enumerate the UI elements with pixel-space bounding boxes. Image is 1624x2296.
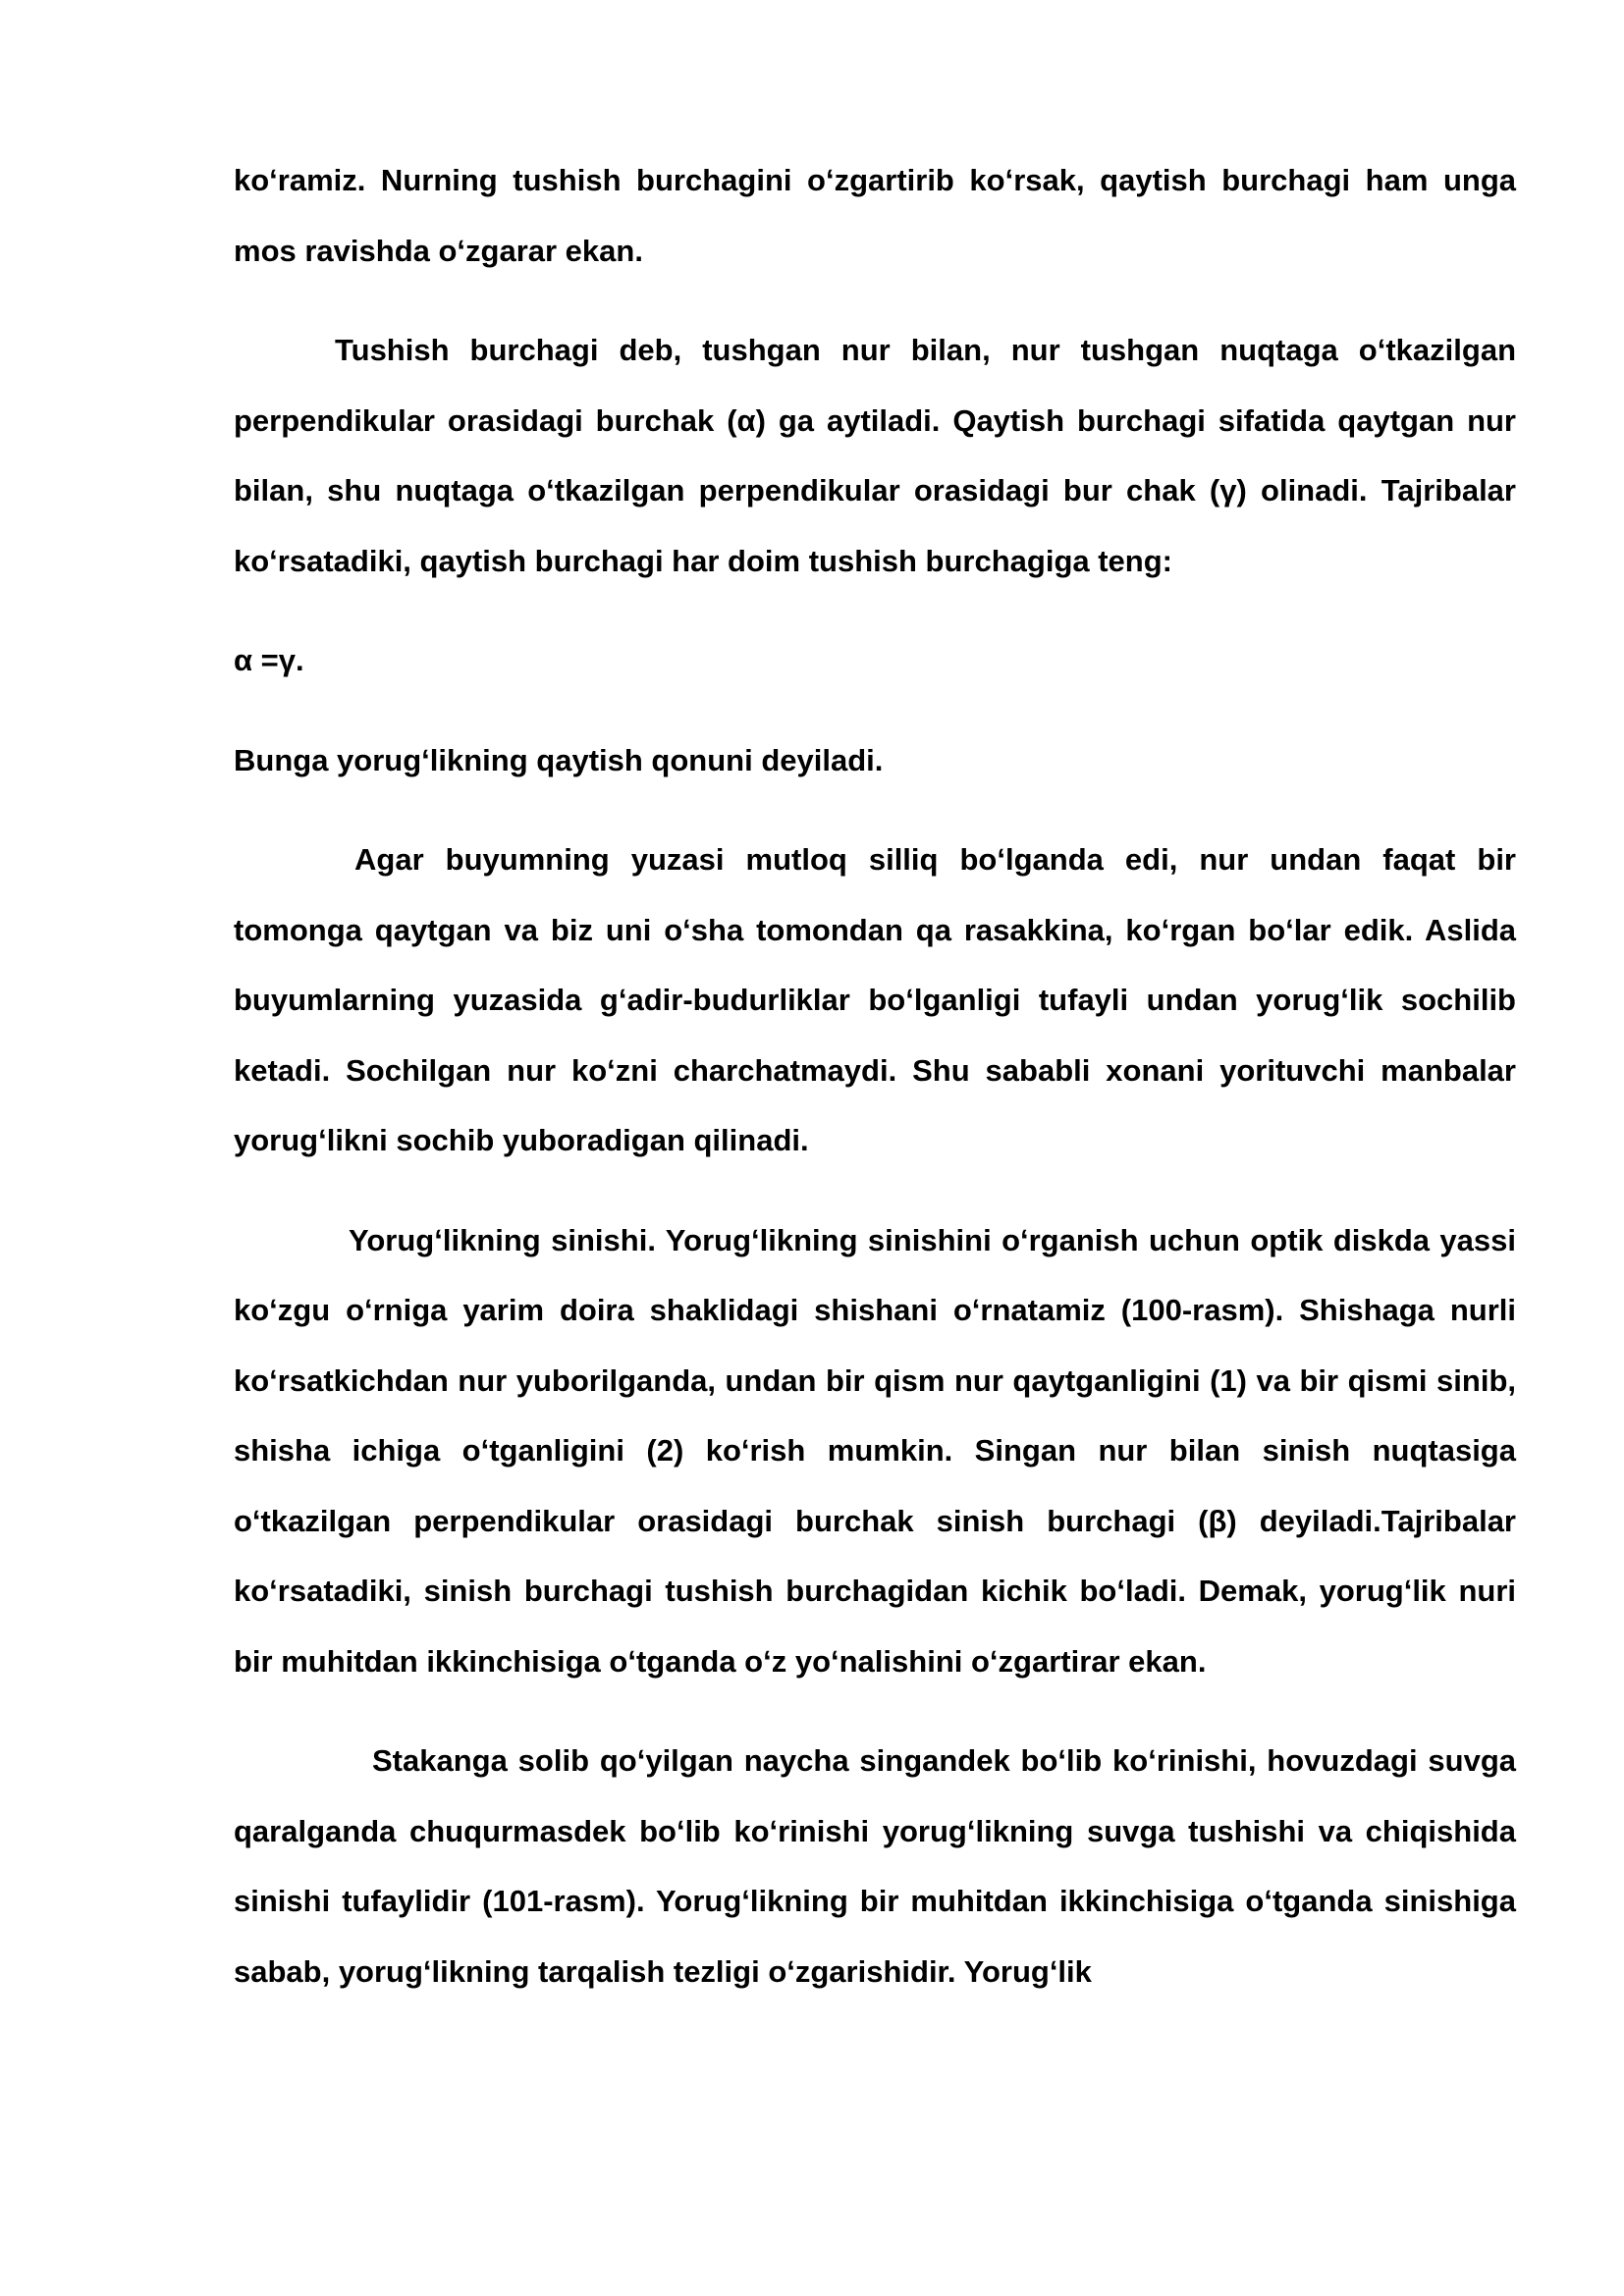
formula-reflection-law: α =γ. xyxy=(234,643,304,677)
paragraph-incidence-angle-definition: Tushish burchagi deb, tushgan nur bilan, nur tushgan nuqtaga oʻtkazilgan perpendikular orasidagi burchak (α) ga aytiladi. Qaytish burchagi sifatida qaytgan nur bilan, shu nuqtaga oʻtkazilgan perpendikular orasidagi bur chak (γ) olinadi. Tajribalar koʻrsatadiki, qaytish burchagi har doim tushish burchagiga teng: xyxy=(234,333,1516,578)
paragraph-refraction-examples: Stakanga solib qoʻyilgan naycha singandek boʻlib koʻrinishi, hovuzdagi suvga qaralganda chuqurmasdek boʻlib koʻrinishi yorugʻlikning suvga tushishi va chiqishida sinishi tufaylidir (101-rasm). Yorugʻlikning bir muhitdan ikkinchisiga oʻtganda sinishiga sabab, yorugʻlikning tarqalish tezligi oʻzgarishidir. Yorugʻlik xyxy=(234,1743,1516,1989)
paragraph-reflection-law: Bunga yorugʻlikning qaytish qonuni deyiladi. xyxy=(234,742,884,777)
paragraph-refraction: Yorugʻlikning sinishi. Yorugʻlikning sinishini oʻrganish uchun optik diskda yassi koʻzgu oʻrniga yarim doira shaklidagi shishani oʻrnatamiz (100-rasm). Shishaga nurli koʻrsatkichdan nur yuborilganda, undan bir qism nur qaytganligini (1) va bir qismi sinib, shisha ichiga oʻtganligini (2) koʻrish mumkin. Singan nur bilan sinish nuqtasiga oʻtkazilgan perpendikular orasidagi burchak sinish burchagi (β) deyiladi.Tajribalar koʻrsatadiki, sinish burchagi tushish burchagidan kichik boʻladi. Demak, yorugʻlik nuri bir muhitdan ikkinchisiga oʻtganda oʻz yoʻnalishini oʻzgartirar ekan. xyxy=(234,1222,1516,1679)
paragraph-diffuse-reflection: Agar buyumning yuzasi mutloq silliq boʻlganda edi, nur undan faqat bir tomonga qaytgan va biz uni oʻsha tomondan qa rasakkina, koʻrgan boʻlar edik. Aslida buyumlarning yuzasida gʻadir-budurliklar boʻlganligi tufayli undan yorugʻlik sochilib ketadi. Sochilgan nur koʻzni charchatmaydi. Shu sababli xonani yorituvchi manbalar yorugʻlikni sochib yuboradigan qilinadi. xyxy=(234,842,1516,1157)
paragraph-reflection-observation: koʻramiz. Nurning tushish burchagini oʻzgartirib koʻrsak, qaytish burchagi ham unga mos ravishda oʻzgarar ekan. xyxy=(234,163,1516,268)
document-body xyxy=(234,145,1516,2036)
